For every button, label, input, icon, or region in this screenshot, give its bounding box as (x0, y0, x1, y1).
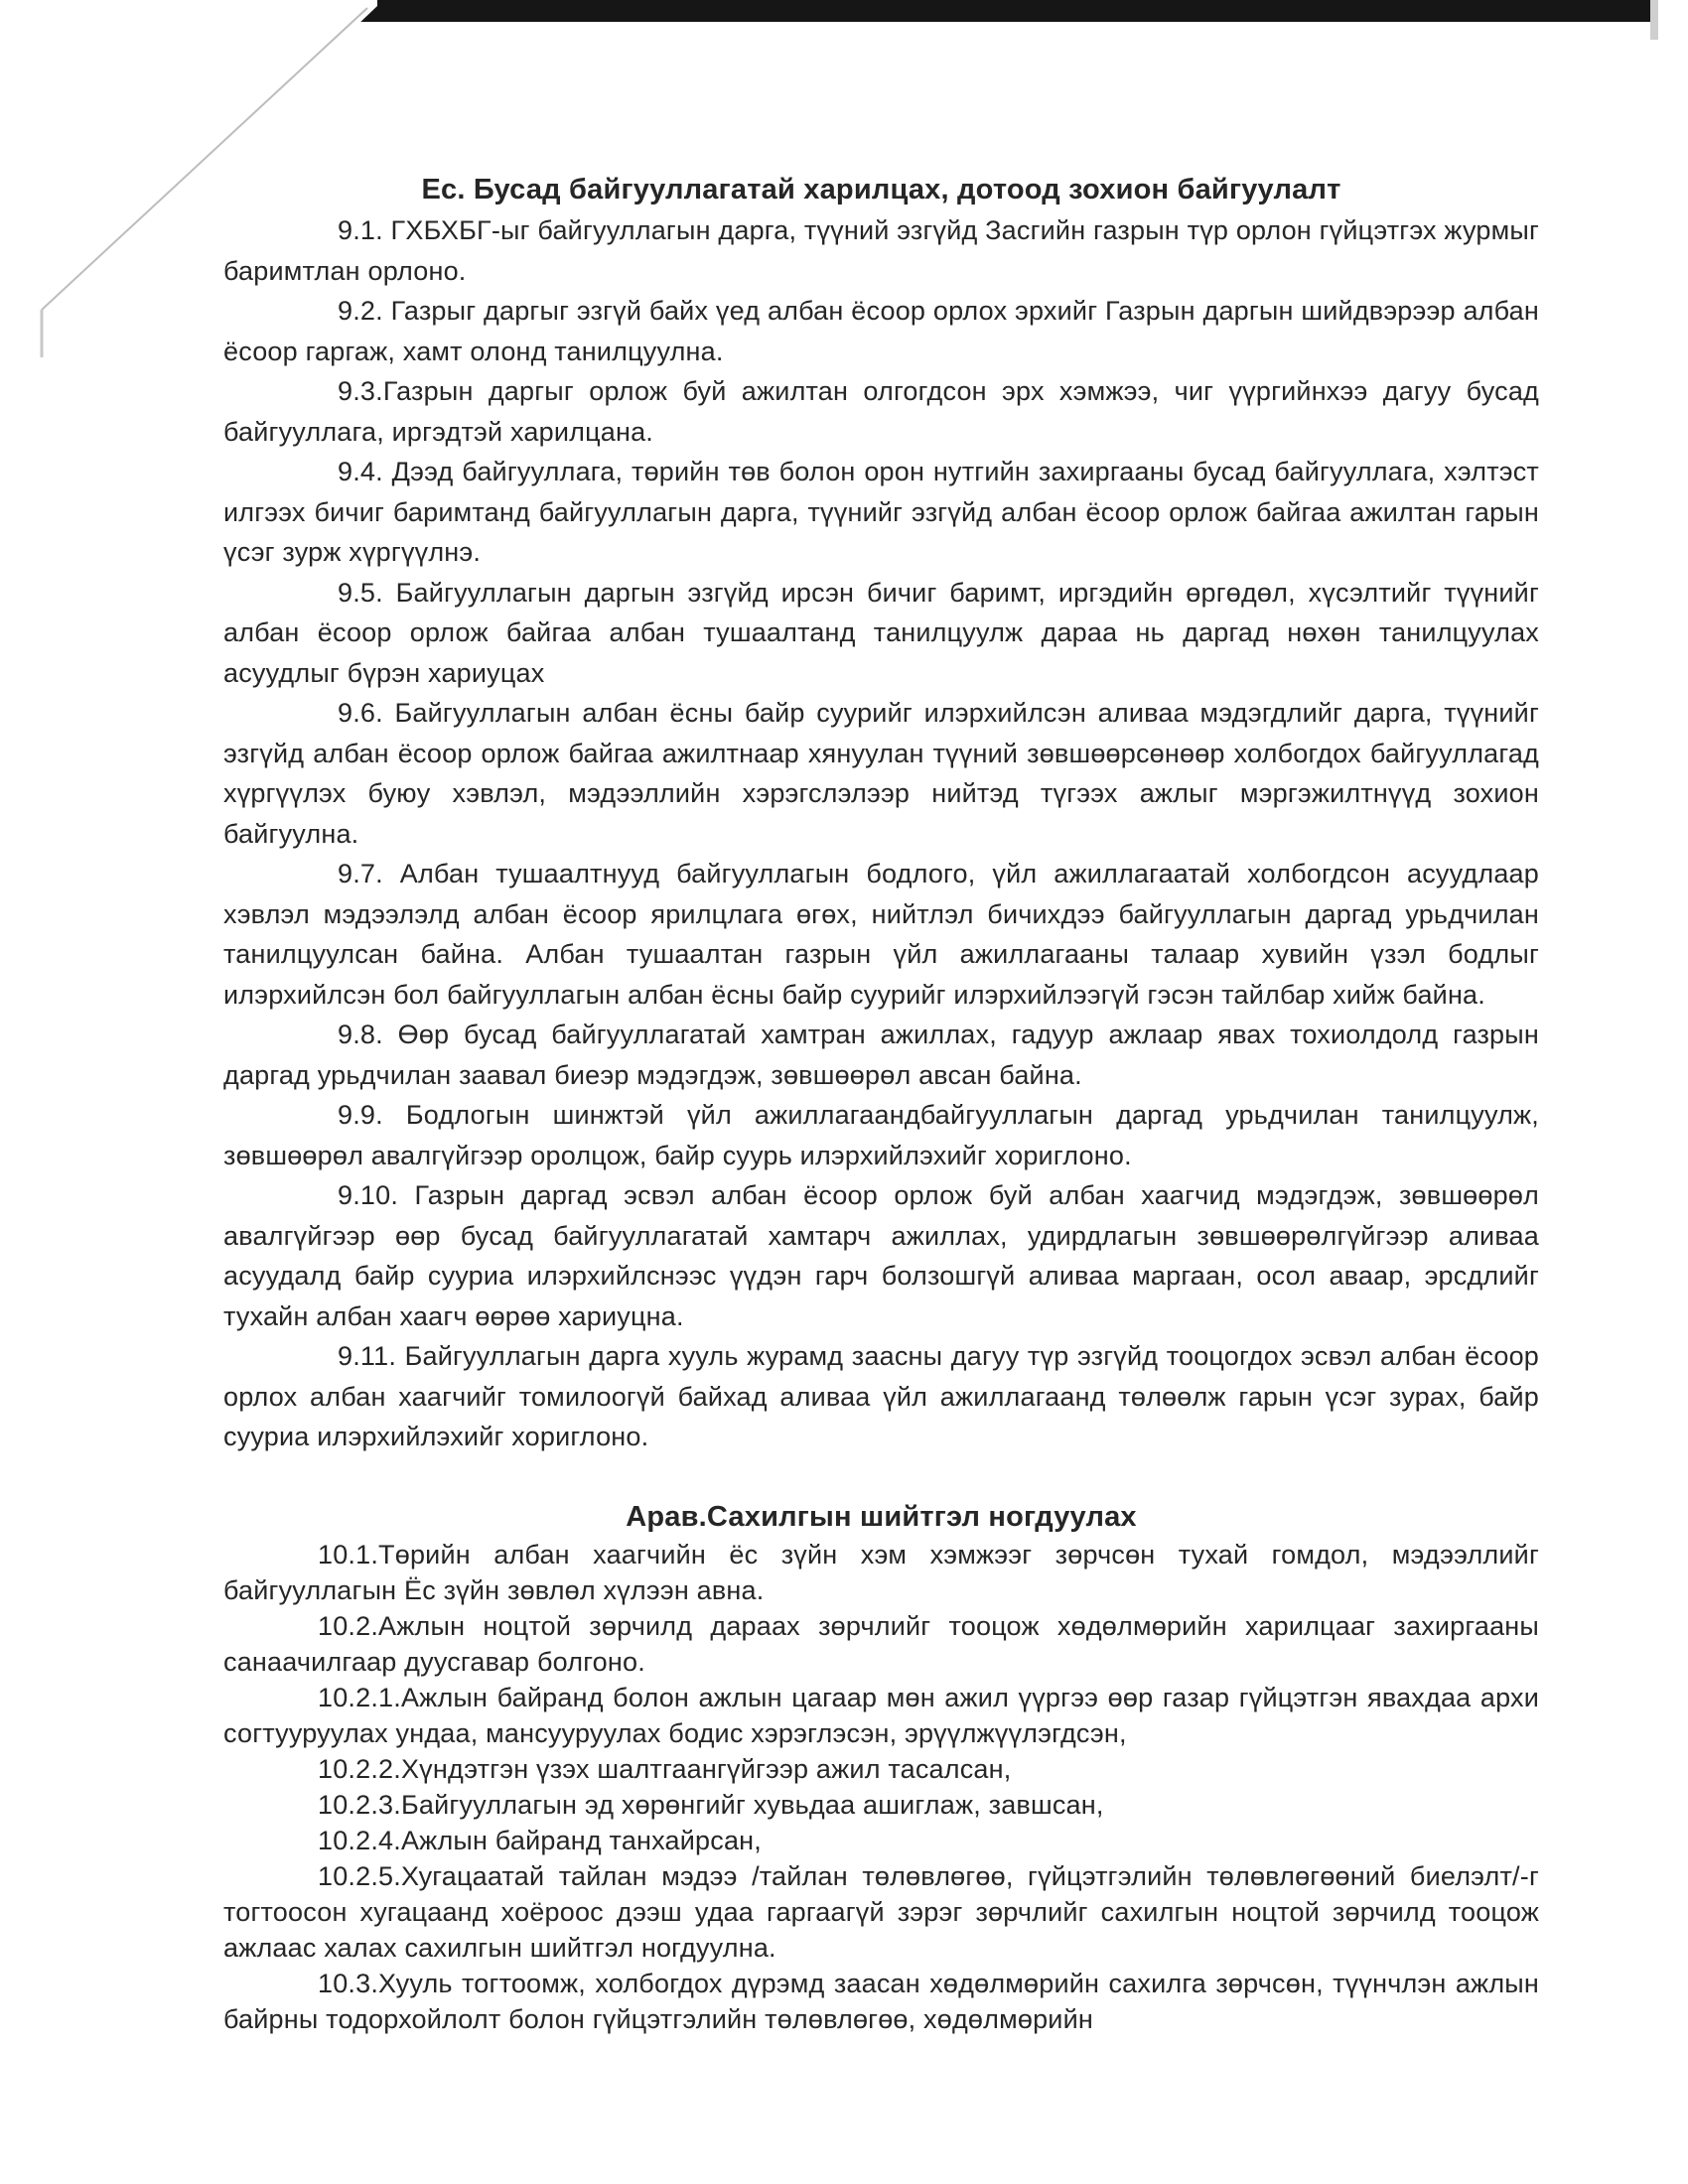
paragraph-9-9: 9.9. Бодлогын шинжтэй үйл ажиллагаандбайгууллагын даргад урьдчилан танилцуулж, зөвшөөрөл авалгүйгээр оролцож, байр суурь илэрхийлэхийг хориглоно. (223, 1100, 1539, 1170)
section-9 (223, 169, 1539, 1457)
paragraph-10-1: 10.1.Төрийн албан хаагчийн ёс зүйн хэм хэмжээг зөрчсөн тухай гомдол, мэдээллийг байгууллагын Ёс зүйн зөвлөл хүлээн авна. (223, 1539, 1539, 1605)
paragraph-10-2-5: 10.2.5.Хугацаатай тайлан мэдээ /тайлан төлөвлөгөө, гүйцэтгэлийн төлөвлөгөөний биелэлт/-г тогтоосон хугацаанд хоёроос дээш удаа гаргаагүй зэрэг зөрчлийг сахилгын ноцтой зөрчилд тооцож ажлаас халах сахилгын шийтгэл ногдуулна. (223, 1860, 1539, 1963)
paragraph-10-2: 10.2.Ажлын ноцтой зөрчилд дараах зөрчлийг тооцож хөдөлмөрийн харилцааг захиргааны санаачилгаар дуусгавар болгоно. (223, 1610, 1539, 1677)
section-10-title: Арав.Сахилгын шийтгэл ногдуулах (626, 1500, 1137, 1533)
scan-edge-shadow (357, 0, 1658, 22)
paragraph-9-6: 9.6. Байгууллагын албан ёсны байр суурийг илэрхийлсэн аливаа мэдэгдлийг дарга, түүнийг эзгүйд албан ёсоор орлож байгаа ажилтнаар хянуулан түүний зөвшөөрсөнөөр холбогдох байгууллагад хүргүүлэх буюу хэвлэл, мэдээллийн хэрэгслэлээр нийтэд түгээх ажлыг мэргэжилтнүүд зохион байгуулна. (223, 698, 1539, 849)
paragraph-9-3: 9.3.Газрын даргыг орлож буй ажилтан олгогдсон эрх хэмжээ, чиг үүргийнхээ дагуу бусад байгууллага, иргэдтэй харилцана. (223, 376, 1539, 447)
paragraph-10-2-1: 10.2.1.Ажлын байранд болон ажлын цагаар мөн ажил үүргээ өөр газар гүйцэтгэн явахдаа архи согтууруулах ундаа, мансууруулах бодис хэрэглэсэн, эрүүлжүүлэгдсэн, (223, 1682, 1539, 1748)
paragraph-9-2: 9.2. Газрыг даргыг эзгүй байх үед албан ёсоор орлох эрхийг Газрын даргын шийдвэрээр албан ёсоор гаргаж, хамт олонд танилцуулна. (223, 296, 1539, 366)
paragraph-9-11: 9.11. Байгууллагын дарга хууль журамд заасны дагуу түр эзгүйд тооцогдох эсвэл албан ёсоор орлох албан хаагчийг томилоогүй байхад аливаа үйл ажиллагаанд төлөөлж гарын үсэг зурах, байр сууриа илэрхийлэхийг хориглоно. (223, 1341, 1539, 1451)
paragraph-10-3: 10.3.Хууль тогтоомж, холбогдох дүрэмд заасан хөдөлмөрийн сахилга зөрчсөн, түүнчлэн ажлын байрны тодорхойлолт болон гүйцэтгэлийн төлөвлөгөө, хөдөлмөрийн (223, 1968, 1539, 2034)
paragraph-9-4: 9.4. Дээд байгууллага, төрийн төв болон орон нутгийн захиргааны бусад байгууллага, хэлтэст илгээх бичиг баримтанд байгууллагын дарга, түүнийг эзгүйд албан ёсоор орлож байгаа ажилтан гарын үсэг зурж хүргүүлнэ. (223, 457, 1539, 567)
paragraph-9-8: 9.8. Өөр бусад байгууллагатай хамтран ажиллах, гадуур ажлаар явах тохиолдолд газрын даргад урьдчилан заавал биеэр мэдэгдэж, зөвшөөрөл авсан байна. (223, 1020, 1539, 1090)
paragraph-9-1: 9.1. ГХБХБГ-ыг байгууллагын дарга, түүний эзгүйд Засгийн газрын түр орлон гүйцэтгэх журмыг баримтлан орлоно. (223, 215, 1539, 286)
paragraph-10-2-4: 10.2.4.Ажлын байранд танхайрсан, (318, 1825, 762, 1855)
paragraph-9-10: 9.10. Газрын даргад эсвэл албан ёсоор орлож буй албан хаагчид мэдэгдэж, зөвшөөрөл авалгүйгээр өөр бусад байгууллагатай хамтарч ажиллах, удирдлагын зөвшөөрөлгүйгээр аливаа асуудалд байр сууриа илэрхийлснээс үүдэн гарч болзошгүй аливаа маргаан, осол аваар, эрсдлийг тухайн албан хаагч өөрөө хариуцна. (223, 1180, 1539, 1331)
paragraph-9-5: 9.5. Байгууллагын даргын эзгүйд ирсэн бичиг баримт, иргэдийн өргөдөл, хүсэлтийг түүнийг албан ёсоор орлож байгаа албан тушаалтанд танилцуулж дараа нь даргад нөхөн танилцуулах асуудлыг бүрэн хариуцах (223, 577, 1539, 688)
scan-edge-right (1650, 0, 1658, 40)
paragraph-9-7: 9.7. Албан тушаалтнууд байгууллагын бодлого, үйл ажиллагаатай холбогдсон асуудлаар хэвлэл мэдээлэлд албан ёсоор ярилцлага өгөх, нийтлэл бичихдээ байгууллагын даргад урьдчилан танилцуулсан байна. Албан тушаалтан газрын үйл ажиллагааны талаар хувийн үзэл бодлыг илэрхийлсэн бол байгууллагын албан ёсны байр суурийг илэрхийлээгүй гэсэн тайлбар хийж байна. (223, 859, 1539, 1010)
paragraph-10-2-2: 10.2.2.Хүндэтгэн үзэх шалтгаангүйгээр ажил тасалсан, (318, 1753, 1012, 1784)
paragraph-10-2-3: 10.2.3.Байгууллагын эд хөрөнгийг хувьдаа ашиглаж, завшсан, (318, 1789, 1104, 1820)
section-10 (223, 1497, 1539, 2037)
document-body (223, 169, 1539, 2037)
section-9-title: Ес. Бусад байгууллагатай харилцах, дотоод зохион байгуулалт (421, 174, 1341, 205)
